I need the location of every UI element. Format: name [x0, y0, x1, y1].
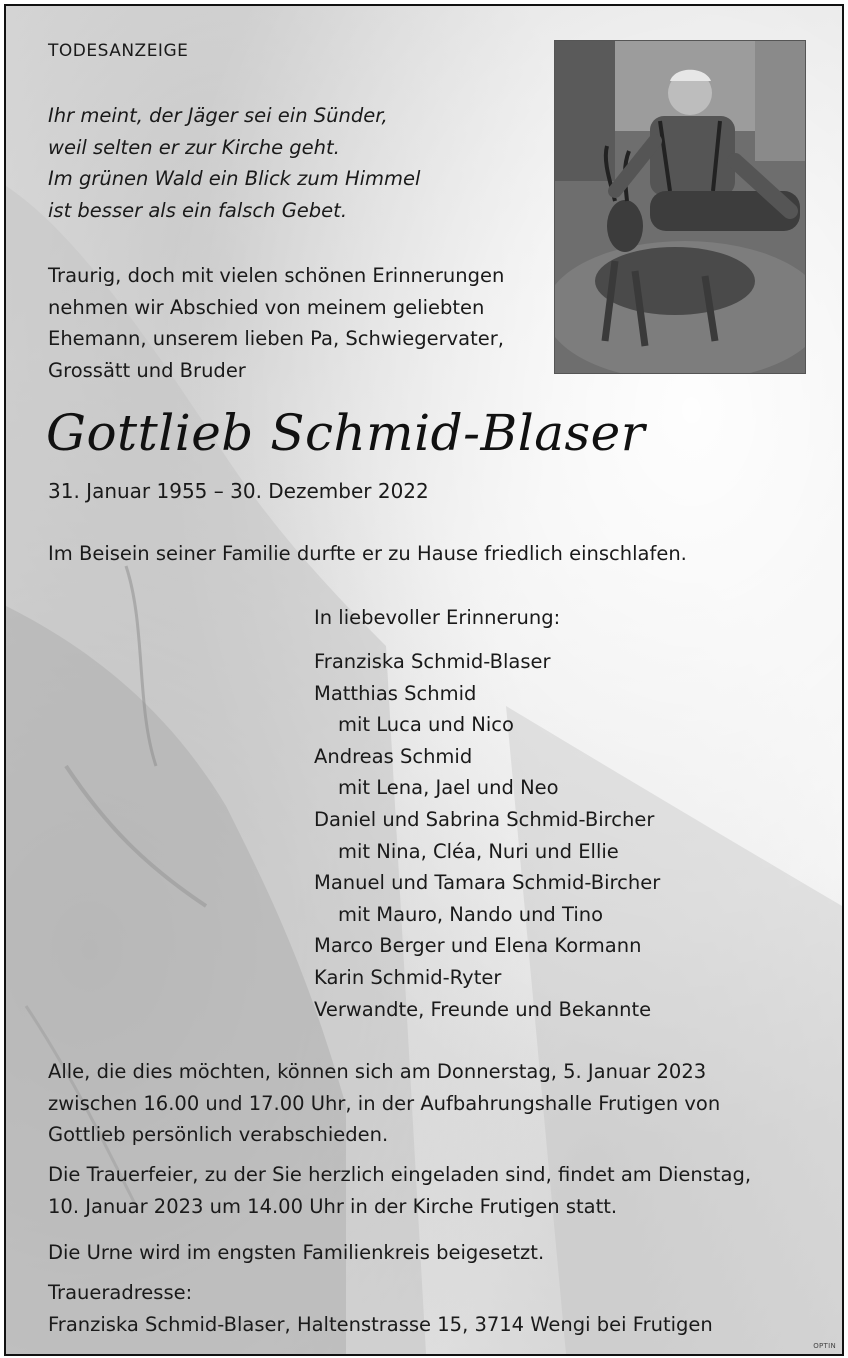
mourner-entry-children: mit Mauro, Nando und Tino — [338, 902, 604, 926]
verse-line: Im grünen Wald ein Blick zum Himmel — [48, 167, 421, 191]
mourner-entry: Matthias Schmid — [314, 681, 477, 705]
mourner-entry: Karin Schmid-Ryter — [314, 965, 502, 989]
notice-heading: TODESANZEIGE — [48, 41, 189, 61]
mourner-entry-children: mit Lena, Jael und Neo — [338, 776, 559, 800]
funeral-line: 10. Januar 2023 um 14.00 Uhr in der Kirche Frutigen statt. — [48, 1194, 618, 1218]
mourner-entry: Manuel und Tamara Schmid-Bircher — [314, 871, 661, 895]
mourner-entry: Marco Berger und Elena Kormann — [314, 934, 642, 958]
hunter-with-chamois-image — [555, 41, 805, 373]
publisher-credit: OPTIN — [813, 1342, 836, 1350]
obituary-notice — [4, 4, 844, 1356]
viewing-info — [48, 1056, 720, 1151]
mourner-entry: Verwandte, Freunde und Bekannte — [314, 997, 652, 1021]
farewell-intro — [48, 260, 504, 386]
urn-info: Die Urne wird im engsten Familienkreis beigesetzt. — [48, 1241, 545, 1264]
viewing-line: zwischen 16.00 und 17.00 Uhr, in der Aufbahrungshalle Frutigen von — [48, 1091, 721, 1115]
memory-title: In liebevoller Erinnerung: — [314, 606, 561, 629]
mourner-entry: Franziska Schmid-Blaser — [314, 650, 551, 673]
intro-line: Grossätt und Bruder — [48, 358, 246, 382]
intro-line: nehmen wir Abschied von meinem geliebten — [48, 295, 485, 319]
intro-line: Ehemann, unserem lieben Pa, Schwiegervater, — [48, 327, 504, 351]
viewing-line: Gottlieb persönlich verabschieden. — [48, 1123, 389, 1147]
verse-line: weil selten er zur Kirche geht. — [48, 135, 340, 159]
peaceful-passing-text: Im Beisein seiner Familie durfte er zu Hause friedlich einschlafen. — [48, 542, 687, 565]
mourner-entry: Andreas Schmid — [314, 744, 473, 768]
verse-line: ist besser als ein falsch Gebet. — [48, 198, 348, 222]
mourner-entry-children: mit Nina, Cléa, Nuri und Ellie — [338, 839, 619, 863]
deceased-photo — [554, 40, 806, 374]
address-text: Franziska Schmid-Blaser, Haltenstrasse 15, 3714 Wengi bei Frutigen — [48, 1312, 713, 1336]
hunter-verse — [48, 100, 420, 226]
mourning-address — [48, 1277, 713, 1340]
funeral-line: Die Trauerfeier, zu der Sie herzlich eingeladen sind, findet am Dienstag, — [48, 1163, 752, 1186]
funeral-info — [48, 1159, 751, 1222]
mourner-entry-children: mit Luca und Nico — [338, 713, 514, 737]
deceased-name: Gottlieb Schmid-Blaser — [46, 404, 646, 462]
verse-line: Ihr meint, der Jäger sei ein Sünder, — [48, 104, 388, 127]
life-dates: 31. Januar 1955 – 30. Dezember 2022 — [48, 479, 429, 503]
address-label: Traueradresse: — [48, 1281, 193, 1304]
viewing-line: Alle, die dies möchten, können sich am Donnerstag, 5. Januar 2023 — [48, 1060, 707, 1083]
intro-line: Traurig, doch mit vielen schönen Erinnerungen — [48, 264, 505, 287]
mourners-list — [314, 646, 660, 1025]
mourner-entry: Daniel und Sabrina Schmid-Bircher — [314, 807, 655, 831]
